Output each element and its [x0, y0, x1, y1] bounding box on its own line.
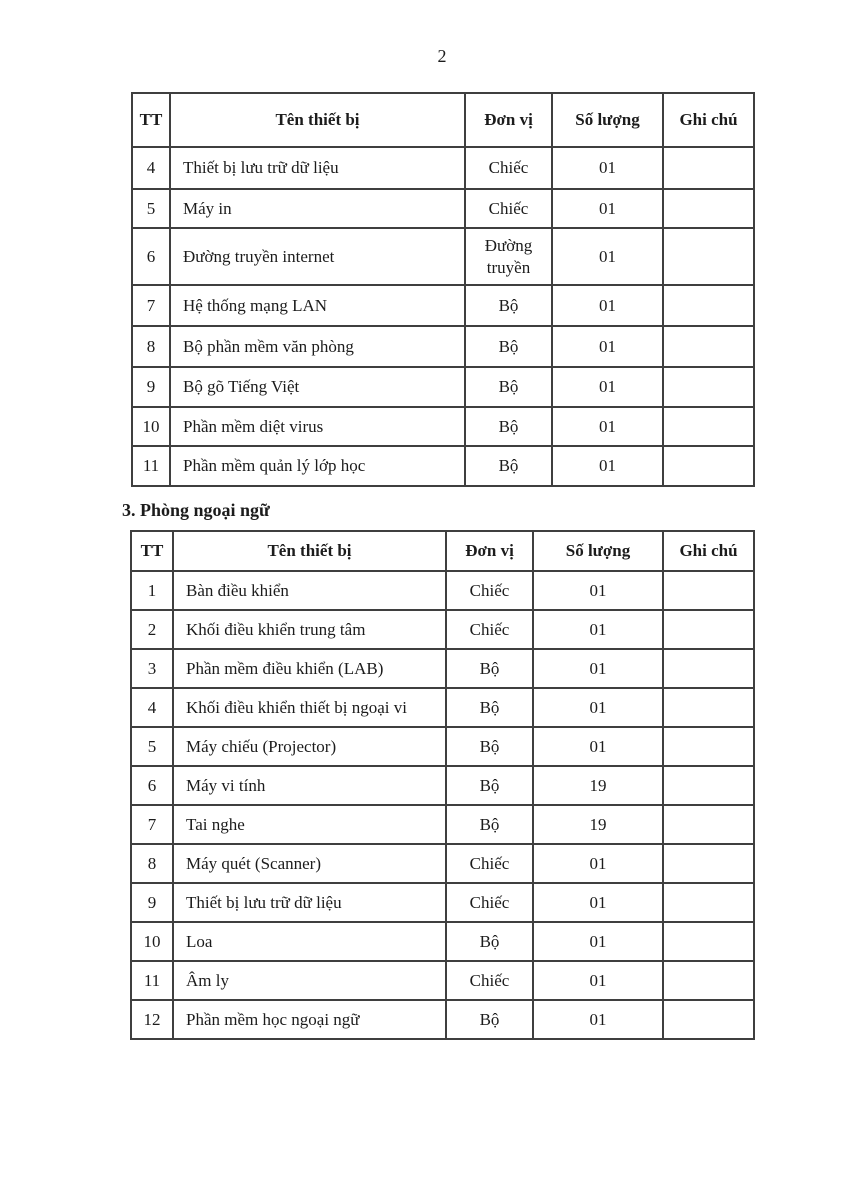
- cell-note: [663, 571, 754, 610]
- cell-tt: 11: [131, 961, 173, 1000]
- cell-quantity: 01: [552, 446, 663, 486]
- section-heading: 3. Phòng ngoại ngữ: [122, 500, 270, 520]
- table-row: [132, 446, 754, 486]
- cell-unit: Chiếc: [446, 883, 533, 922]
- cell-tt: 9: [131, 883, 173, 922]
- table-row: [132, 189, 754, 228]
- cell-note: [663, 844, 754, 883]
- cell-note: [663, 883, 754, 922]
- cell-name: Phần mềm quản lý lớp học: [170, 446, 465, 486]
- cell-name: Máy in: [170, 189, 465, 228]
- cell-note: [663, 922, 754, 961]
- cell-note: [663, 147, 754, 189]
- cell-note: [663, 727, 754, 766]
- cell-tt: 7: [131, 805, 173, 844]
- cell-note: [663, 367, 754, 407]
- table-row: [132, 228, 754, 285]
- cell-unit: Bộ: [446, 649, 533, 688]
- cell-note: [663, 228, 754, 285]
- cell-quantity: 01: [533, 1000, 663, 1039]
- cell-quantity: 01: [552, 407, 663, 446]
- cell-note: [663, 805, 754, 844]
- cell-tt: 1: [131, 571, 173, 610]
- table-row: [131, 805, 754, 844]
- cell-unit: Bộ: [465, 326, 552, 367]
- page-number: 2: [437, 46, 447, 66]
- header-tt: TT: [131, 531, 173, 571]
- cell-tt: 4: [132, 147, 170, 189]
- table-header: [131, 531, 754, 571]
- cell-name: Bàn điều khiển: [173, 571, 446, 610]
- header-unit: Đơn vị: [465, 93, 552, 147]
- cell-quantity: 01: [533, 922, 663, 961]
- cell-tt: 7: [132, 285, 170, 326]
- header-name: Tên thiết bị: [173, 531, 446, 571]
- cell-tt: 8: [132, 326, 170, 367]
- cell-name: Loa: [173, 922, 446, 961]
- cell-quantity: 01: [552, 326, 663, 367]
- cell-quantity: 19: [533, 805, 663, 844]
- equipment-table-language-room: [130, 530, 755, 1040]
- cell-note: [663, 649, 754, 688]
- cell-unit: Bộ: [446, 727, 533, 766]
- table-row: [131, 883, 754, 922]
- cell-name: Thiết bị lưu trữ dữ liệu: [173, 883, 446, 922]
- table-row: [131, 1000, 754, 1039]
- cell-quantity: 01: [533, 688, 663, 727]
- cell-tt: 10: [132, 407, 170, 446]
- table-row: [131, 571, 754, 610]
- cell-unit: Bộ: [446, 1000, 533, 1039]
- cell-tt: 2: [131, 610, 173, 649]
- header-note: Ghi chú: [663, 531, 754, 571]
- table-row: [131, 844, 754, 883]
- cell-unit: Bộ: [446, 922, 533, 961]
- cell-note: [663, 189, 754, 228]
- cell-quantity: 01: [552, 228, 663, 285]
- cell-unit: Đường truyền: [465, 228, 552, 285]
- cell-tt: 6: [131, 766, 173, 805]
- header-quantity: Số lượng: [533, 531, 663, 571]
- cell-quantity: 01: [533, 727, 663, 766]
- table-row: [131, 610, 754, 649]
- cell-note: [663, 610, 754, 649]
- cell-unit: Chiếc: [446, 961, 533, 1000]
- cell-quantity: 01: [533, 883, 663, 922]
- cell-name: Phần mềm học ngoại ngữ: [173, 1000, 446, 1039]
- cell-unit: Chiếc: [446, 610, 533, 649]
- cell-quantity: 01: [533, 649, 663, 688]
- table-row: [131, 766, 754, 805]
- cell-quantity: 01: [533, 844, 663, 883]
- table-header: [132, 93, 754, 147]
- cell-note: [663, 766, 754, 805]
- table-row: [132, 285, 754, 326]
- cell-name: Phần mềm diệt virus: [170, 407, 465, 446]
- cell-unit: Bộ: [465, 285, 552, 326]
- cell-quantity: 19: [533, 766, 663, 805]
- cell-unit: Bộ: [465, 446, 552, 486]
- cell-unit: Chiếc: [465, 147, 552, 189]
- cell-unit: Bộ: [446, 766, 533, 805]
- cell-tt: 9: [132, 367, 170, 407]
- cell-note: [663, 446, 754, 486]
- cell-tt: 8: [131, 844, 173, 883]
- cell-quantity: 01: [533, 961, 663, 1000]
- cell-tt: 6: [132, 228, 170, 285]
- cell-unit: Chiếc: [446, 844, 533, 883]
- cell-unit: Bộ: [465, 407, 552, 446]
- cell-name: Phần mềm điều khiển (LAB): [173, 649, 446, 688]
- cell-tt: 5: [131, 727, 173, 766]
- cell-quantity: 01: [552, 367, 663, 407]
- cell-name: Bộ gõ Tiếng Việt: [170, 367, 465, 407]
- cell-unit: Chiếc: [465, 189, 552, 228]
- table-row: [131, 688, 754, 727]
- cell-quantity: 01: [552, 147, 663, 189]
- cell-unit: Bộ: [446, 805, 533, 844]
- header-unit: Đơn vị: [446, 531, 533, 571]
- cell-note: [663, 407, 754, 446]
- header-name: Tên thiết bị: [170, 93, 465, 147]
- header-tt: TT: [132, 93, 170, 147]
- cell-name: Hệ thống mạng LAN: [170, 285, 465, 326]
- table-row: [131, 727, 754, 766]
- cell-name: Máy chiếu (Projector): [173, 727, 446, 766]
- cell-name: Máy vi tính: [173, 766, 446, 805]
- table-row: [132, 367, 754, 407]
- cell-note: [663, 1000, 754, 1039]
- cell-unit: Chiếc: [446, 571, 533, 610]
- table-row: [132, 147, 754, 189]
- cell-tt: 12: [131, 1000, 173, 1039]
- cell-name: Âm ly: [173, 961, 446, 1000]
- equipment-table-computer-room: [131, 92, 755, 487]
- cell-name: Thiết bị lưu trữ dữ liệu: [170, 147, 465, 189]
- table-row: [131, 649, 754, 688]
- cell-tt: 10: [131, 922, 173, 961]
- cell-unit: Bộ: [465, 367, 552, 407]
- cell-quantity: 01: [533, 610, 663, 649]
- table-row: [132, 407, 754, 446]
- cell-name: Khối điều khiển trung tâm: [173, 610, 446, 649]
- cell-name: Khối điều khiển thiết bị ngoại vi: [173, 688, 446, 727]
- cell-note: [663, 688, 754, 727]
- table-row: [131, 961, 754, 1000]
- cell-quantity: 01: [552, 189, 663, 228]
- cell-tt: 3: [131, 649, 173, 688]
- cell-note: [663, 285, 754, 326]
- cell-name: Máy quét (Scanner): [173, 844, 446, 883]
- cell-tt: 5: [132, 189, 170, 228]
- table-row: [132, 326, 754, 367]
- cell-name: Đường truyền internet: [170, 228, 465, 285]
- cell-quantity: 01: [552, 285, 663, 326]
- cell-tt: 11: [132, 446, 170, 486]
- cell-note: [663, 961, 754, 1000]
- cell-quantity: 01: [533, 571, 663, 610]
- cell-unit: Bộ: [446, 688, 533, 727]
- cell-name: Bộ phần mềm văn phòng: [170, 326, 465, 367]
- header-quantity: Số lượng: [552, 93, 663, 147]
- header-note: Ghi chú: [663, 93, 754, 147]
- table-row: [131, 922, 754, 961]
- cell-note: [663, 326, 754, 367]
- cell-tt: 4: [131, 688, 173, 727]
- cell-name: Tai nghe: [173, 805, 446, 844]
